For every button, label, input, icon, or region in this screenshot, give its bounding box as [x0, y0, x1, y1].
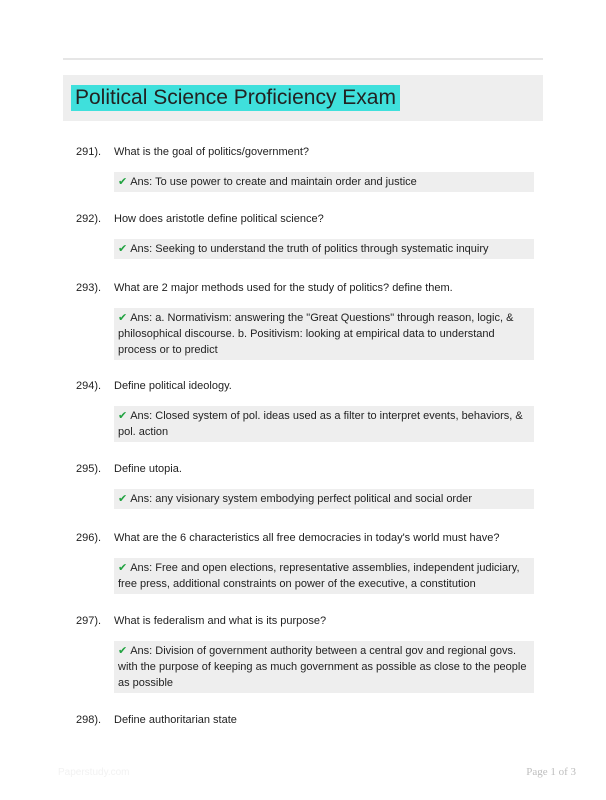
question-number: 293). — [76, 282, 102, 294]
question-text: What is federalism and what is its purpose? — [114, 615, 327, 627]
question-text: Define political ideology. — [114, 380, 232, 392]
page-number: Page 1 of 3 — [526, 766, 576, 778]
title-banner — [63, 75, 543, 121]
question-row — [72, 280, 536, 296]
qa-item — [72, 378, 536, 442]
question-number: 295). — [76, 463, 102, 475]
page-title: Political Science Proficiency Exam — [71, 85, 400, 111]
qa-item — [72, 280, 536, 360]
qa-item — [72, 712, 536, 728]
check-icon: ✔ — [118, 410, 128, 422]
question-text: What are the 6 characteristics all free democracies in today's world must have? — [114, 532, 500, 544]
question-number: 296). — [76, 532, 102, 544]
answer-text: Ans: any visionary system embodying perfect political and social order — [130, 493, 472, 505]
check-icon: ✔ — [118, 493, 128, 505]
question-row — [72, 461, 536, 477]
check-icon: ✔ — [118, 645, 128, 657]
question-text: What are 2 major methods used for the study of politics? define them. — [114, 282, 453, 294]
question-text: What is the goal of politics/government? — [114, 146, 310, 158]
question-text: Define authoritarian state — [114, 714, 237, 726]
check-icon: ✔ — [118, 312, 128, 324]
answer-text: Ans: To use power to create and maintain order and justice — [130, 176, 417, 188]
answer-text: Ans: Seeking to understand the truth of politics through systematic inquiry — [130, 243, 489, 255]
answer-box — [114, 406, 534, 442]
qa-item — [72, 211, 536, 259]
question-text: Define utopia. — [114, 463, 182, 475]
answer-box — [114, 489, 534, 509]
answer-box — [114, 558, 534, 594]
answer-text: Ans: Free and open elections, representative assemblies, independent judiciary, free press, additional constraints on power of the executive, a constitution — [118, 562, 520, 590]
top-divider — [63, 58, 543, 60]
qa-item — [72, 144, 536, 192]
check-icon: ✔ — [118, 562, 128, 574]
question-number: 297). — [76, 615, 102, 627]
answer-box — [114, 239, 534, 259]
qa-item — [72, 530, 536, 594]
answer-box — [114, 308, 534, 360]
question-row — [72, 144, 536, 160]
qa-item — [72, 461, 536, 509]
question-number: 294). — [76, 380, 102, 392]
check-icon: ✔ — [118, 243, 128, 255]
question-row — [72, 530, 536, 546]
question-row — [72, 712, 536, 728]
question-text: How does aristotle define political science? — [114, 213, 324, 225]
answer-text: Ans: a. Normativism: answering the "Great Questions" through reason, logic, & philosophical discourse. b. Positivism: looking at empirical data to understand process or to predict — [118, 312, 514, 356]
answer-box — [114, 641, 534, 693]
footer-watermark: Paperstudy.com — [58, 767, 130, 778]
question-row — [72, 613, 536, 629]
question-number: 298). — [76, 714, 102, 726]
question-row — [72, 211, 536, 227]
question-number: 292). — [76, 213, 102, 225]
question-number: 291). — [76, 146, 102, 158]
answer-text: Ans: Closed system of pol. ideas used as a filter to interpret events, behaviors, & pol. action — [118, 410, 523, 438]
question-row — [72, 378, 536, 394]
answer-text: Ans: Division of government authority between a central gov and regional govs. with the purpose of keeping as much government as possible as close to the people as possible — [118, 645, 527, 689]
check-icon: ✔ — [118, 176, 128, 188]
qa-item — [72, 613, 536, 693]
answer-box — [114, 172, 534, 192]
